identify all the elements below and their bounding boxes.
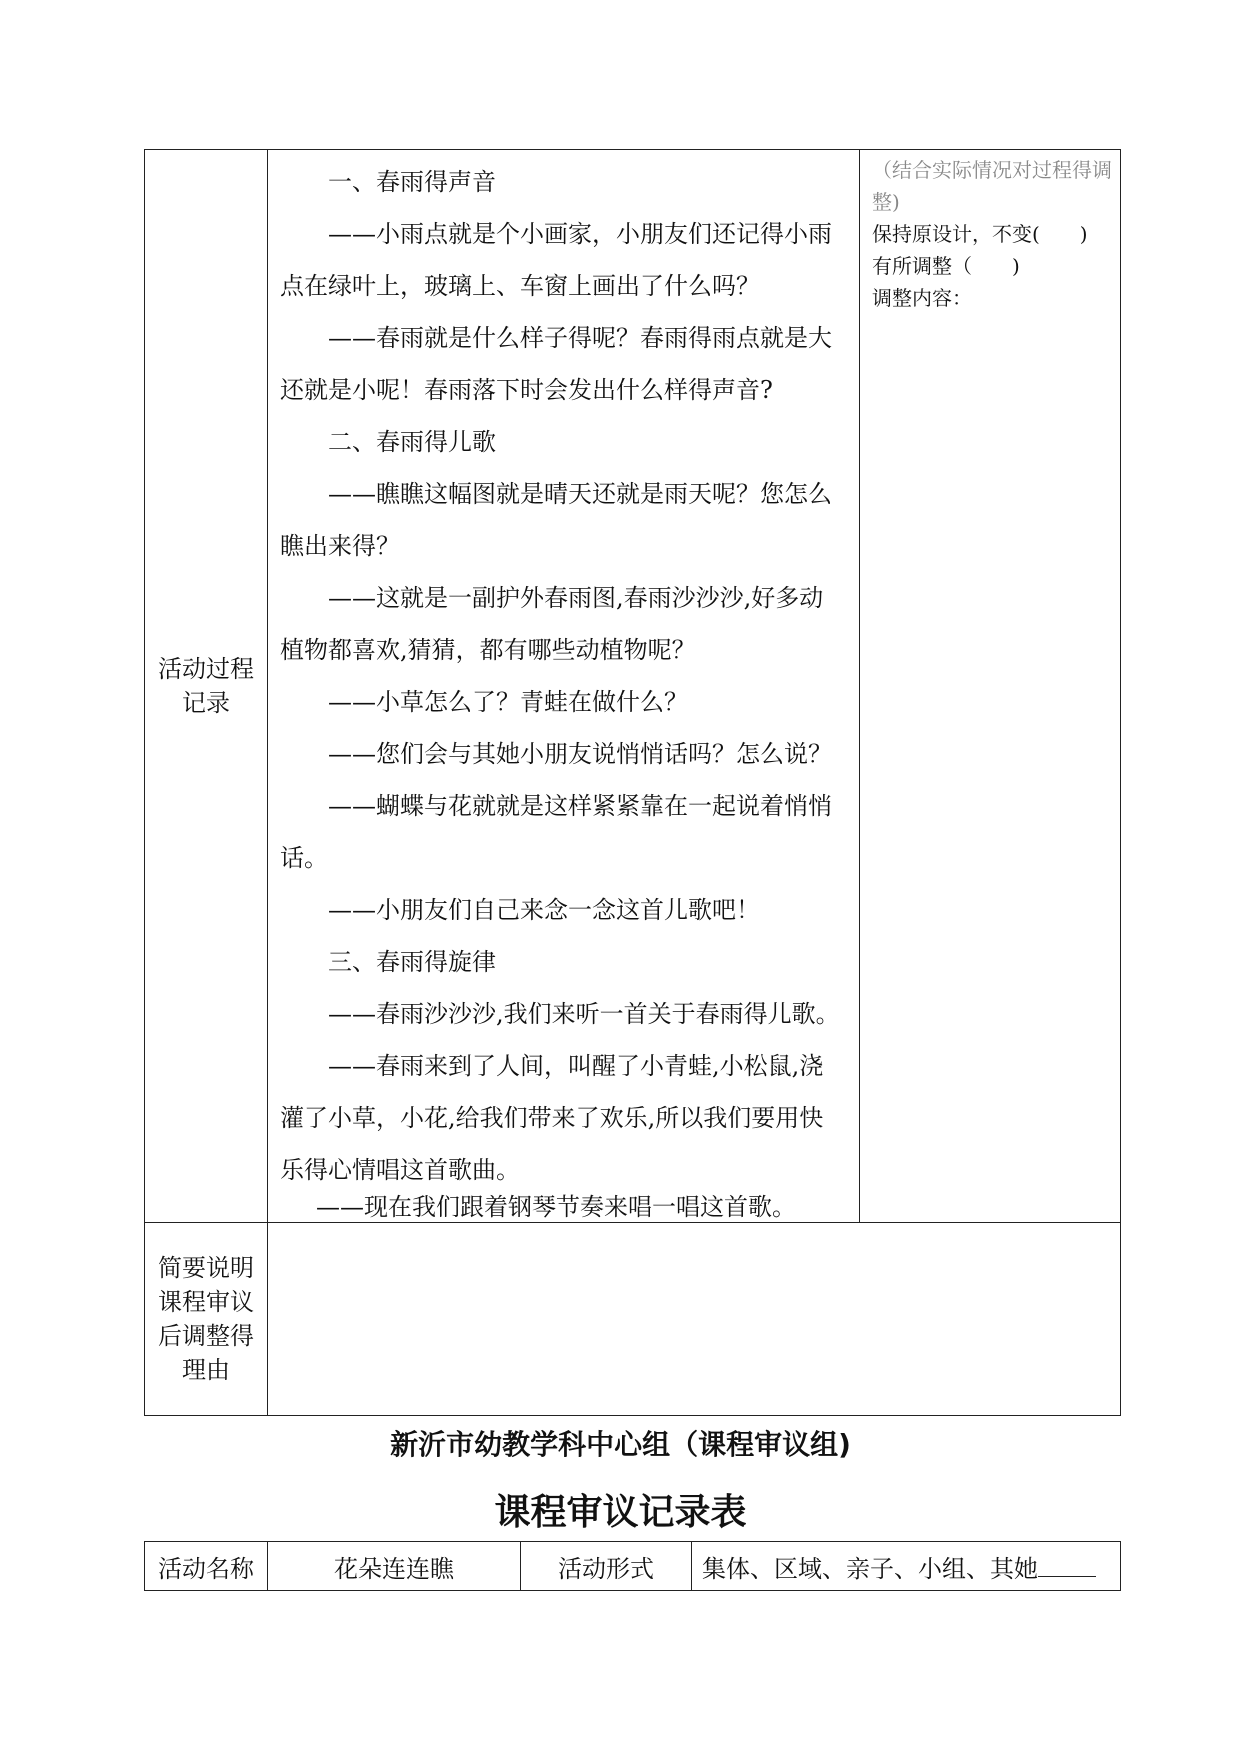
reason-label-line: 后调整得 — [158, 1322, 254, 1350]
reason-label-cell — [145, 1223, 268, 1416]
process-line: ——这就是一副护外春雨图,春雨沙沙沙,好多动 — [328, 584, 824, 612]
process-label-line: 记录 — [182, 689, 230, 717]
process-line: 瞧出来得？ — [280, 532, 400, 560]
doc-title: 课程审议记录表 — [494, 1492, 747, 1533]
adjustment-content-label: 调整内容： — [872, 286, 972, 310]
process-line: 还就是小呢！春雨落下时会发出什么样得声音? — [280, 376, 773, 404]
process-line: 植物都喜欢,猜猜，都有哪些动植物呢？ — [280, 636, 696, 664]
process-table — [144, 149, 1121, 1416]
process-line: ——您们会与其她小朋友说悄悄话吗？怎么说？ — [328, 740, 832, 768]
process-line: ——春雨来到了人间，叫醒了小青蛙,小松鼠,浇 — [328, 1052, 824, 1080]
activity-form-cell — [692, 1542, 1121, 1591]
section-heading: 二、春雨得儿歌 — [328, 428, 496, 456]
process-content-cell — [268, 150, 860, 1223]
process-line: ——现在我们跟着钢琴节奏来唱一唱这首歌。 — [316, 1193, 796, 1221]
section-heading: 三、春雨得旋律 — [328, 948, 496, 976]
process-line: ——春雨沙沙沙,我们来听一首关于春雨得儿歌。 — [328, 1000, 840, 1028]
process-line: 点在绿叶上，玻璃上、车窗上画出了什么吗？ — [280, 272, 760, 300]
has-adjustment-option: 有所调整（ ) — [872, 254, 1020, 278]
activity-name-value: 花朵连连瞧 — [268, 1542, 521, 1591]
process-line: ——小雨点就是个小画家，小朋友们还记得小雨 — [328, 220, 832, 248]
activity-name-label: 活动名称 — [145, 1542, 268, 1591]
process-label-cell — [145, 150, 268, 1223]
keep-original-option: 保持原设计，不变( ) — [872, 222, 1088, 246]
reason-label-line: 简要说明 — [158, 1254, 254, 1282]
process-line: ——小朋友们自己来念一念这首儿歌吧！ — [328, 896, 760, 924]
process-line: ——春雨就是什么样子得呢？春雨得雨点就是大 — [328, 324, 832, 352]
process-line: 话。 — [280, 844, 328, 872]
adjustment-note: 整) — [872, 190, 900, 214]
adjustment-cell — [860, 150, 1121, 1223]
info-table — [144, 1541, 1121, 1591]
process-line: ——蝴蝶与花就就是这样紧紧靠在一起说着悄悄 — [328, 792, 832, 820]
process-line: 乐得心情唱这首歌曲。 — [280, 1156, 520, 1184]
process-line: ——瞧瞧这幅图就是晴天还就是雨天呢？您怎么 — [328, 480, 832, 508]
adjustment-note: （结合实际情况对过程得调 — [872, 158, 1112, 182]
activity-form-label: 活动形式 — [521, 1542, 692, 1591]
reason-label-line: 理由 — [182, 1356, 230, 1384]
reason-label-line: 课程审议 — [158, 1288, 254, 1316]
process-line: ——小草怎么了？青蛙在做什么？ — [328, 688, 688, 716]
activity-form-value: 集体、区域、亲子、小组、其她 — [702, 1554, 1038, 1583]
process-label-line: 活动过程 — [158, 655, 254, 683]
process-line: 灌了小草，小花,给我们带来了欢乐,所以我们要用快 — [280, 1104, 824, 1132]
org-title: 新沂市幼教学科中心组（课程审议组) — [390, 1428, 851, 1461]
blank-underline — [1038, 1554, 1096, 1577]
section-heading: 一、春雨得声音 — [328, 168, 496, 196]
reason-content-cell — [268, 1223, 1121, 1416]
